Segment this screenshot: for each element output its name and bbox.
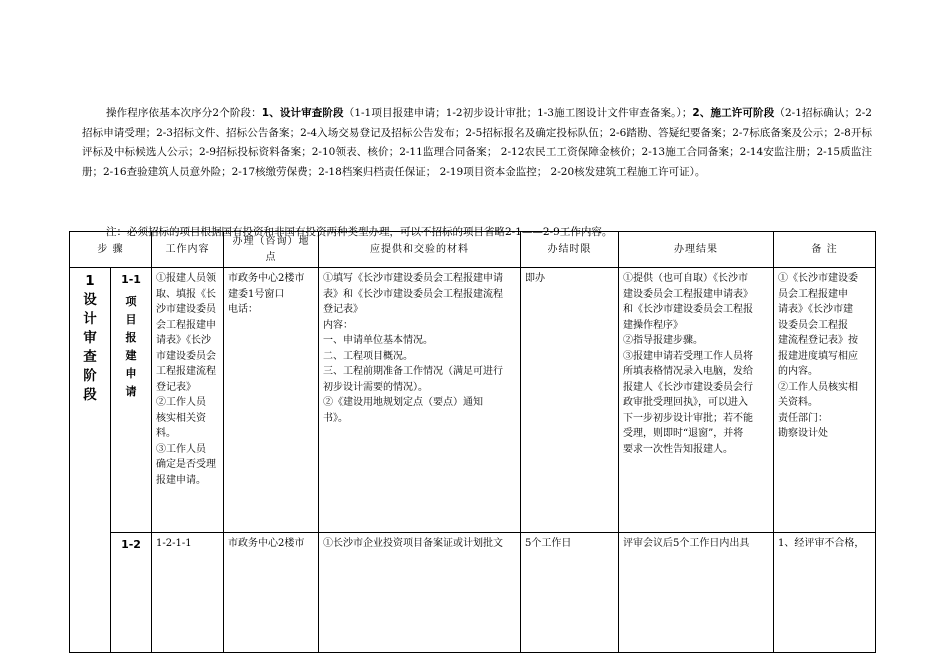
note-text: 注：必须招标的项目根据国有投资和非国有投资两种类型办理，可以不招标的项目省略2-1——2-9工作内容。 bbox=[106, 226, 613, 238]
stage1-steps: （1-1项目报建申请；1-2初步设计审批；1-3施工图设计文件审查备案。）； bbox=[343, 107, 693, 119]
place-cell-1-2: 市政务中心2楼市 bbox=[224, 533, 319, 653]
header-time: 办结时限 bbox=[521, 232, 619, 268]
time-cell-1-1: 即办 bbox=[521, 268, 619, 533]
place-cell-1-1: 市政务中心2楼市 建委1号窗口 电话： bbox=[224, 268, 319, 533]
intro-paragraph bbox=[82, 104, 872, 182]
materials-cell-1-2: ①长沙市企业投资项目备案证或计划批文 bbox=[319, 533, 521, 653]
materials-cell-1-1: ①填写《长沙市建设委员会工程报建申请 表》和《长沙市建设委员会工程报建流程 登记表》 内容： 一、申请单位基本情况。 二、工程项目概况。 三、工程前期准备工作情况（满足可进行 初步设计需要的情况）。 ②《建设用地规划定点（要点）通知 书》。 bbox=[319, 268, 521, 533]
time-cell-1-2: 5个工作日 bbox=[521, 533, 619, 653]
stage2-steps: （2-1招标确认；2-2招标申请受理；2-3招标文件、招标公告备案；2-4入场交易登记及招标公告发布；2-5招标报名及确定投标队伍；2-6踏勘、答疑纪要备案；2-7标底备案及公示；2-8开标评标及中标候选人公示；2-9招标投标资料备案；2-10领表、核价；2-11监理合同备案； 2-12农民工工资保障金核价；2-13施工合同备案；2-14安监注册；2-15质监注册；2-16查验建筑人员意外险；2-17核缴劳保费；2-18档案归档责任保证； 2-19项目资本金监控； 2-20核发建筑工程施工许可证）。 bbox=[82, 107, 872, 178]
header-place: 办理（咨询）地 点 bbox=[224, 232, 319, 268]
result-cell-1-2: 评审会议后5个工作日内出具 bbox=[619, 533, 774, 653]
stage2-title: 2、施工许可阶段 bbox=[692, 107, 775, 119]
table-header-row bbox=[70, 232, 876, 268]
remark-cell-1-2: 1、经评审不合格， bbox=[774, 533, 876, 653]
stage1-title: 1、设计审查阶段 bbox=[261, 107, 344, 119]
table-row bbox=[70, 268, 876, 533]
header-work: 工作内容 bbox=[152, 232, 224, 268]
remark-cell-1-1: ①《长沙市建设委 员会工程报建申 请表》《长沙市建 设委员会工程报 建流程登记表》按 报建进度填写相应 的内容。 ②工作人员核实相 关资料。 责任部门： 勘察设计处 bbox=[774, 268, 876, 533]
header-remark: 备 注 bbox=[774, 232, 876, 268]
header-result: 办理结果 bbox=[619, 232, 774, 268]
work-cell-1-1: ①报建人员领 取、填报《长 沙市建设委员 会工程报建申 请表》《长沙 市建设委员会 工程报建流程 登记表》 ②工作人员 核实相关资 料。 ③工作人员 确定是否受理 报建申请。 bbox=[152, 268, 224, 533]
result-cell-1-1: ①提供（也可自取）《长沙市 建设委员会工程报建申请表》 和《长沙市建设委员会工程报 建操作程序》 ②指导报建步骤。 ③报建申请若受理工作人员将 所填表格情况录入电脑，发给 报建人《长沙市建设委员会行 政审批受理回执》，可以进入 下一步初步设计审批；若不能 受理，则即时“退窗”，并将 要求一次性告知报建人。 bbox=[619, 268, 774, 533]
step-cell-1-2: 1-2 bbox=[111, 533, 152, 653]
header-materials: 应提供和交验的材料 bbox=[319, 232, 521, 268]
intro-text: 操作程序依基本次序分2个阶段： bbox=[106, 107, 262, 119]
table-row bbox=[70, 533, 876, 653]
step-cell-1-1: 1-1 项 目 报 建 申 请 bbox=[111, 268, 152, 533]
procedure-table bbox=[69, 231, 876, 653]
work-cell-1-2: 1-2-1-1 bbox=[152, 533, 224, 653]
header-step: 步 骤 bbox=[70, 232, 152, 268]
stage1-label: 1 设 计 审 查 阶 段 bbox=[83, 273, 97, 403]
stage1-cell bbox=[70, 268, 111, 653]
